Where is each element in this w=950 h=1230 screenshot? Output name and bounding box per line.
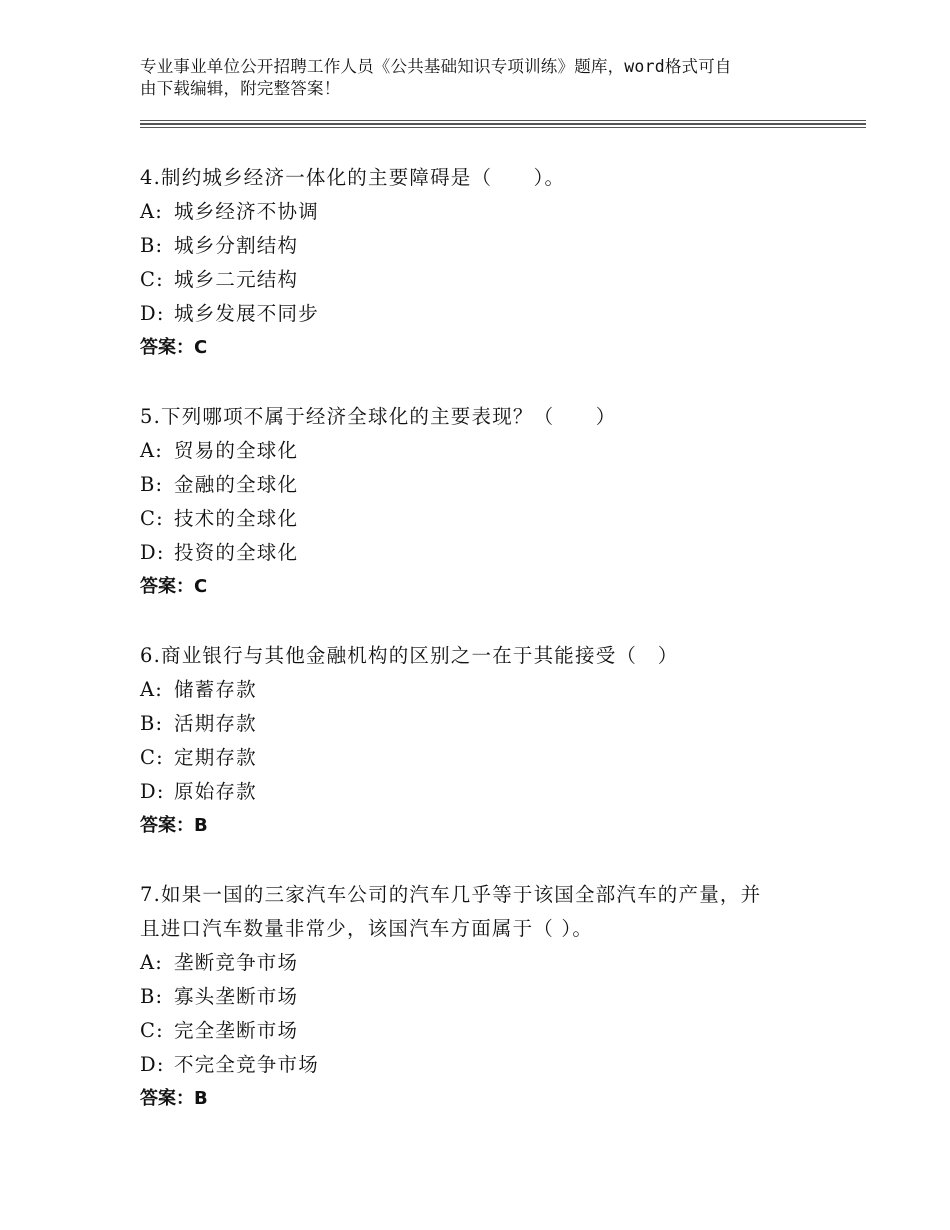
option-text: 贸易的全球化 <box>174 439 299 462</box>
option-d <box>140 1048 820 1082</box>
answer-label: 答案：C <box>140 337 208 358</box>
option-text: 储蓄存款 <box>174 678 257 701</box>
option-b <box>140 468 820 502</box>
option-text: 城乡经济不协调 <box>174 200 319 223</box>
option-letter: A: <box>140 951 164 974</box>
question-stem: 6.商业银行与其他金融机构的区别之一在于其能接受（ ） <box>140 644 679 667</box>
answer-label: 答案：C <box>140 576 208 597</box>
answer-label: 答案：B <box>140 815 208 836</box>
option-text: 垄断竞争市场 <box>174 951 299 974</box>
header-line-2: 由下载编辑，附完整答案！ <box>140 79 341 98</box>
option-c <box>140 1014 820 1048</box>
option-letter: A: <box>140 200 164 223</box>
option-text: 城乡分割结构 <box>174 234 299 257</box>
option-letter: B: <box>140 985 164 1008</box>
option-c <box>140 502 820 536</box>
option-text: 技术的全球化 <box>174 507 299 530</box>
option-letter: D: <box>140 302 165 325</box>
option-a <box>140 946 820 980</box>
option-letter: C: <box>140 746 164 769</box>
header-line-1: 专业事业单位公开招聘工作人员《公共基础知识专项训练》题库，word格式可自 <box>140 57 732 76</box>
option-letter: C: <box>140 1019 164 1042</box>
option-b <box>140 229 820 263</box>
question-stem: 4.制约城乡经济一体化的主要障碍是（ ）。 <box>140 166 566 189</box>
document-header <box>140 56 840 100</box>
option-text: 原始存款 <box>174 780 257 803</box>
option-text: 不完全竞争市场 <box>174 1053 319 1076</box>
option-b <box>140 980 820 1014</box>
option-letter: B: <box>140 473 164 496</box>
option-text: 寡头垄断市场 <box>174 985 299 1008</box>
option-d <box>140 297 820 331</box>
option-text: 定期存款 <box>174 746 257 769</box>
question-stem-line-2: 且进口汽车数量非常少，该国汽车方面属于（ ）。 <box>140 917 594 940</box>
option-letter: C: <box>140 268 164 291</box>
option-a <box>140 673 820 707</box>
option-letter: D: <box>140 541 165 564</box>
option-d <box>140 775 820 809</box>
question-stem-line-1: 7.如果一国的三家汽车公司的汽车几乎等于该国全部汽车的产量，并 <box>140 883 762 906</box>
option-a <box>140 434 820 468</box>
option-a <box>140 195 820 229</box>
option-letter: B: <box>140 234 164 257</box>
option-letter: D: <box>140 780 165 803</box>
option-b <box>140 707 820 741</box>
option-text: 金融的全球化 <box>174 473 299 496</box>
answer-label: 答案：B <box>140 1088 208 1109</box>
question-5 <box>140 400 820 604</box>
option-letter: D: <box>140 1053 165 1076</box>
question-stem: 5.下列哪项不属于经济全球化的主要表现？（ ） <box>140 405 617 428</box>
option-text: 城乡二元结构 <box>174 268 299 291</box>
option-c <box>140 263 820 297</box>
option-letter: B: <box>140 712 164 735</box>
question-6 <box>140 639 820 843</box>
option-text: 投资的全球化 <box>174 541 299 564</box>
option-text: 完全垄断市场 <box>174 1019 299 1042</box>
option-d <box>140 536 820 570</box>
option-letter: A: <box>140 678 164 701</box>
header-divider-bottom <box>140 127 866 128</box>
option-c <box>140 741 820 775</box>
question-7 <box>140 878 820 1116</box>
option-text: 活期存款 <box>174 712 257 735</box>
option-letter: C: <box>140 507 164 530</box>
question-4 <box>140 161 820 365</box>
header-divider-top <box>140 120 866 121</box>
header-divider-middle <box>140 123 866 125</box>
option-letter: A: <box>140 439 164 462</box>
option-text: 城乡发展不同步 <box>174 302 319 325</box>
